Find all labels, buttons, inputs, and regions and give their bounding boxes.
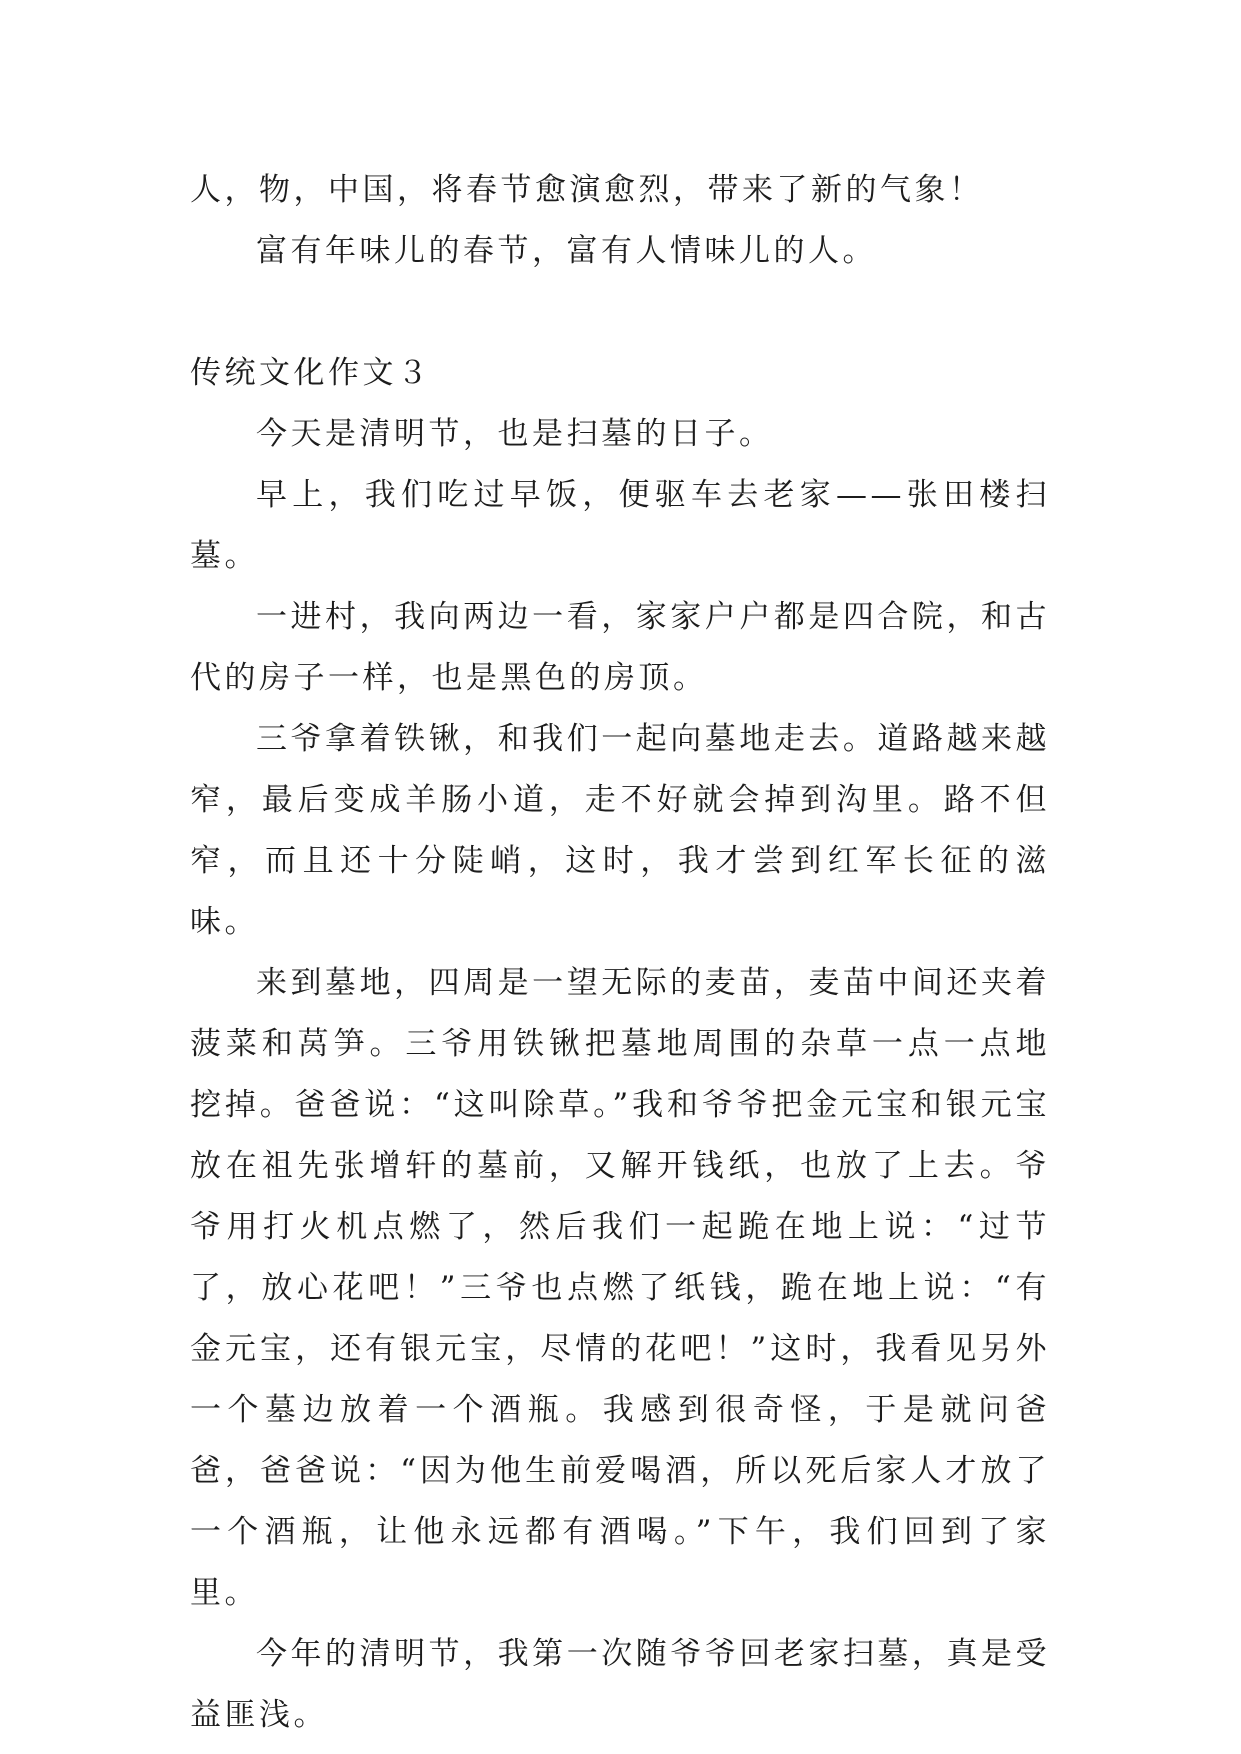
paragraph: 来到墓地，四周是一望无际的麦苗，麦苗中间还夹着菠菜和莴笋。三爷用铁锹把墓地周围的杂草一点一点地挖掉。爸爸说：“这叫除草。”我和爷爷把金元宝和银元宝放在祖先张增轩的墓前，又解开钱纸，也放了上去。爷爷用打火机点燃了，然后我们一起跪在地上说：“过节了，放心花吧！”三爷也点燃了纸钱，跪在地上说：“有金元宝，还有银元宝，尽情的花吧！”这时，我看见另外一个墓边放着一个酒瓶。我感到很奇怪，于是就问爸爸，爸爸说：“因为他生前爱喝酒，所以死后家人才放了一个酒瓶，让他永远都有酒喝。”下午，我们回到了家里。 bbox=[190, 965, 1050, 1611]
paragraph: 今年的清明节，我第一次随爷爷回老家扫墓，真是受益匪浅。 bbox=[190, 1636, 1050, 1733]
paragraph: 今天是清明节，也是扫墓的日子。 bbox=[256, 416, 774, 452]
paragraph: 一进村，我向两边一看，家家户户都是四合院，和古代的房子一样，也是黑色的房顶。 bbox=[190, 599, 1050, 696]
document-body bbox=[190, 160, 1050, 1746]
section-heading: 传统文化作文３ bbox=[190, 355, 432, 391]
paragraph: 富有年味儿的春节，富有人情味儿的人。 bbox=[256, 233, 877, 269]
paragraph: 早上，我们吃过早饭，便驱车去老家——张田楼扫墓。 bbox=[190, 477, 1050, 574]
paragraph: 三爷拿着铁锹，和我们一起向墓地走去。道路越来越窄，最后变成羊肠小道，走不好就会掉到沟里。路不但窄，而且还十分陡峭，这时，我才尝到红军长征的滋味。 bbox=[190, 721, 1050, 940]
paragraph: 人，物，中国，将春节愈演愈烈，带来了新的气象！ bbox=[190, 172, 984, 208]
